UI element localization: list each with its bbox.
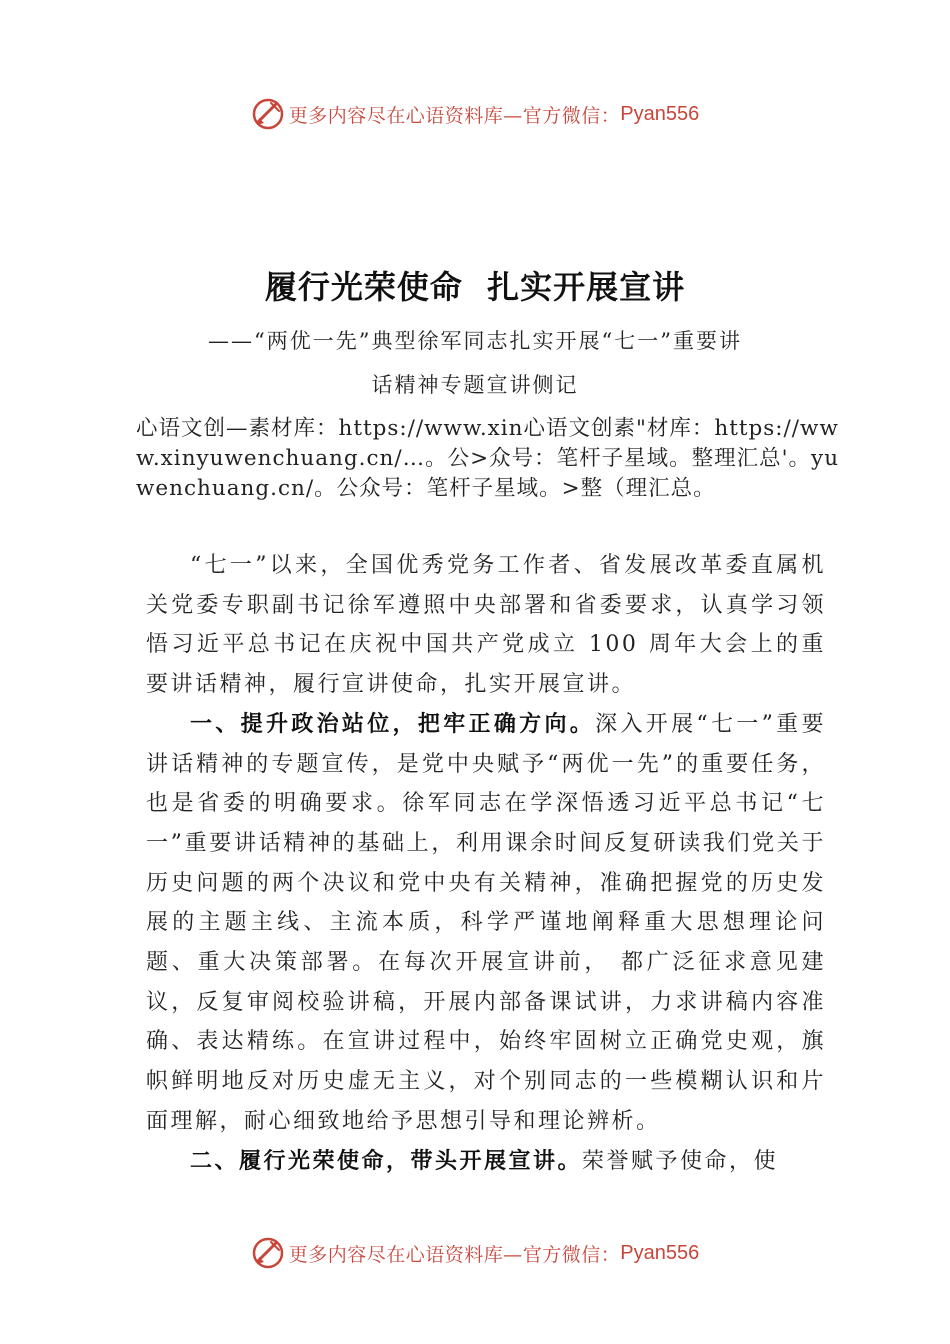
banner-text: 更多内容尽在心语资料库—官方微信： — [288, 104, 621, 127]
pen-seal-icon — [251, 1236, 285, 1270]
paragraph-1-text: “七一”以来，全国优秀党务工作者、省发展改革委直属机关党委专职副书记徐军遵照中央部署和省委要求，认真学习领悟习近平总书记在庆祝中国共产党成立 100 周年大会上的重要讲话精神，履行宣讲使命，扎实开展宣讲。 — [146, 553, 826, 698]
pen-seal-icon — [251, 97, 285, 131]
watermark-text: 心语文创—素材库：https://www.xin心语文创素"材库：https://www.xinyuwenchuang.cn/…。公>众号：笔杆子星域。整理汇总'。yuwenchuang.cn/。公众号：笔杆子星域。>整（理汇总。 — [136, 416, 840, 501]
subtitle-line-1: ——“两优一先”典型徐军同志扎实开展“七一”重要讲 — [208, 329, 742, 353]
banner-handle: Pyan556 — [620, 102, 700, 125]
section-2-heading: 二、履行光荣使命，带头开展宣讲。 — [190, 1148, 583, 1174]
page-title: 履行光荣使命 扎实开展宣讲 — [264, 268, 686, 306]
paragraph-2-text: 深入开展“七一”重要讲话精神的专题宣传，是党中央赋予“两优一先”的重要任务，也是省委的明确要求。徐军同志在学深悟透习近平总书记“七一”重要讲话精神的基础上，利用课余时间反复研读我们党关于历史问题的两个决议和党中央有关精神，准确把握党的历史发展的主题主线、主流本质，科学严谨地阐释重大思想理论问题、重大决策部署。在每次开展宣讲前， 都广泛征求意见建议，反复审阅校验讲稿，开展内部备课试讲，力求讲稿内容准确、表达精练。在宣讲过程中，始终牢固树立正确党史观，旗帜鲜明地反对历史虚无主义，对个别同志的一些模糊认识和片面理解，耐心细致地给予思想引导和理论辨析。 — [146, 711, 826, 1134]
paragraph-1 — [146, 546, 826, 705]
footer-banner-handle: Pyan556 — [620, 1241, 700, 1264]
paragraph-2 — [146, 705, 826, 1142]
footer-banner — [0, 1233, 950, 1273]
footer-banner-text: 更多内容尽在心语资料库—官方微信： — [288, 1243, 621, 1266]
section-1-heading: 一、提升政治站位，把牢正确方向。 — [190, 711, 596, 737]
paragraph-3 — [146, 1142, 826, 1182]
header-banner — [0, 94, 950, 134]
paragraph-3-text: 荣誉赋予使命，使 — [582, 1148, 779, 1174]
article-body — [146, 546, 826, 1181]
subtitle-line-2: 话精神专题宣讲侧记 — [371, 373, 579, 397]
